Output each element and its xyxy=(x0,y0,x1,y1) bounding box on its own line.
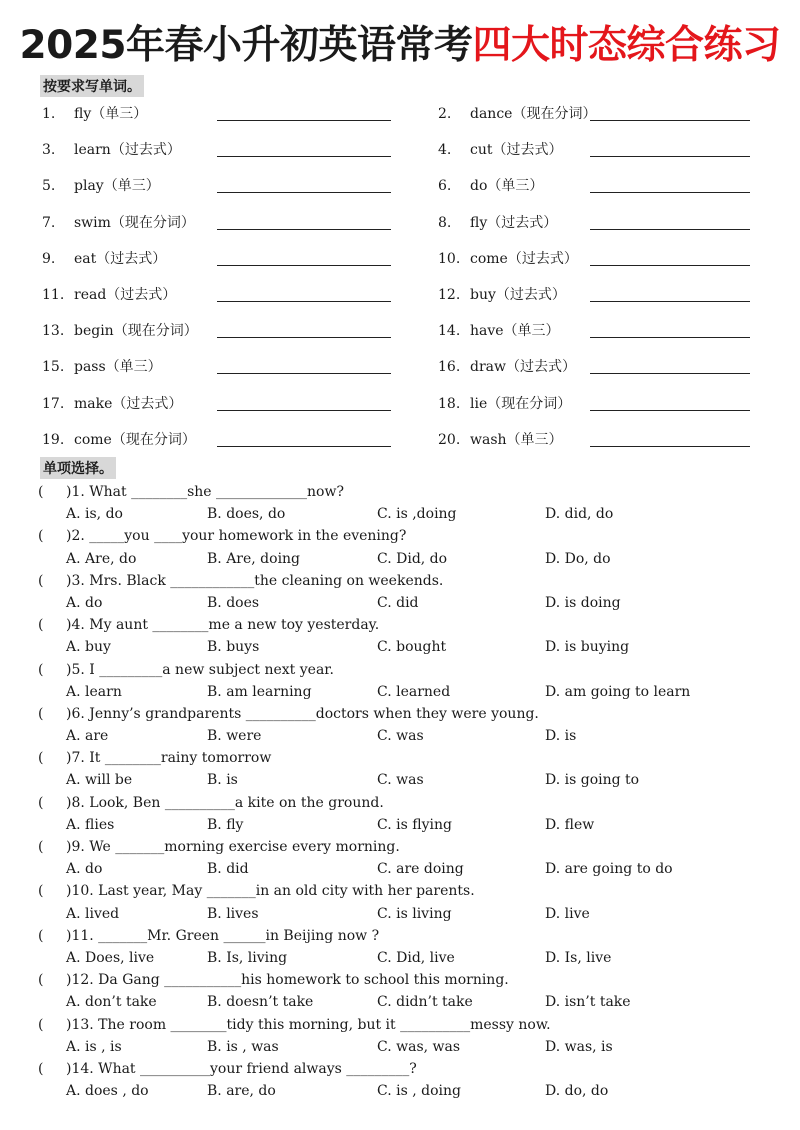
answer-paren[interactable]: ( xyxy=(38,794,44,811)
option-a: A. buy xyxy=(66,639,111,656)
option-d: D. live xyxy=(545,905,590,922)
question-row xyxy=(0,792,800,814)
options-row xyxy=(0,1080,800,1102)
option-d: D. am going to learn xyxy=(545,683,691,700)
question-row xyxy=(0,614,800,636)
title-main: 2025年春小升初英语常考 xyxy=(19,23,473,68)
answer-blank[interactable] xyxy=(590,410,750,411)
section-label: 单项选择。 xyxy=(40,457,116,479)
word-row xyxy=(0,204,800,240)
word-item: 2. dance（现在分词） xyxy=(438,106,597,122)
option-b: B. Is, living xyxy=(207,949,288,966)
word-item: 17. make（过去式） xyxy=(42,395,183,412)
option-b: B. fly xyxy=(207,816,244,833)
options-row xyxy=(0,858,800,880)
word-item: 16. draw（过去式） xyxy=(438,359,576,376)
word-item: 10. come（过去式） xyxy=(438,250,578,267)
question-text: )13. The room ________tidy this morning, but it __________messy now. xyxy=(66,1016,551,1033)
answer-blank[interactable] xyxy=(590,446,750,447)
option-d: D. is doing xyxy=(545,594,621,611)
question-text: )3. Mrs. Black ____________the cleaning on weekends. xyxy=(66,572,444,589)
option-a: A. does , do xyxy=(66,1083,149,1100)
word-item: 4. cut（过去式） xyxy=(438,142,563,159)
answer-blank[interactable] xyxy=(217,120,391,121)
question-row xyxy=(0,880,800,902)
option-c: C. was xyxy=(377,728,424,745)
word-item: 15. pass（单三） xyxy=(42,359,162,376)
question-text: )7. It ________rainy tomorrow xyxy=(66,750,272,767)
word-item: 1. fly（单三） xyxy=(42,106,148,122)
question-text: )8. Look, Ben __________a kite on the ground. xyxy=(66,794,384,811)
answer-paren[interactable]: ( xyxy=(38,1060,44,1077)
answer-paren[interactable]: ( xyxy=(38,528,44,545)
question-row xyxy=(0,525,800,547)
option-b: B. does xyxy=(207,594,260,611)
option-a: A. learn xyxy=(66,683,122,700)
options-row xyxy=(0,548,800,570)
option-b: B. are, do xyxy=(207,1083,276,1100)
word-item: 13. begin（现在分词） xyxy=(42,323,198,340)
option-c: C. Did, live xyxy=(377,949,455,966)
word-item: 11. read（过去式） xyxy=(42,286,177,303)
question-text: )9. We _______morning exercise every morning. xyxy=(66,839,400,855)
title-highlight: 四大时态综合练习 xyxy=(472,23,781,68)
answer-blank[interactable] xyxy=(217,301,391,302)
word-row xyxy=(0,276,800,312)
answer-blank[interactable] xyxy=(217,446,391,447)
word-row xyxy=(0,131,800,167)
option-b: B. is xyxy=(207,772,238,789)
option-c: C. is living xyxy=(377,905,452,922)
options-row xyxy=(0,903,800,925)
question-row xyxy=(0,836,800,858)
option-d: D. is buying xyxy=(545,639,630,656)
option-c: C. are doing xyxy=(377,861,464,878)
question-row xyxy=(0,925,800,947)
option-d: D. do, do xyxy=(545,1083,609,1100)
answer-paren[interactable]: ( xyxy=(38,617,44,634)
answer-blank[interactable] xyxy=(590,156,750,157)
option-b: B. lives xyxy=(207,905,259,922)
option-b: B. does, do xyxy=(207,506,286,523)
word-item: 8. fly（过去式） xyxy=(438,214,558,231)
option-a: A. is, do xyxy=(66,506,123,523)
word-item: 5. play（单三） xyxy=(42,178,160,195)
answer-blank[interactable] xyxy=(217,373,391,374)
options-row xyxy=(0,991,800,1013)
question-text: )11. _______Mr. Green ______in Beijing now ? xyxy=(66,927,380,944)
options-row xyxy=(0,725,800,747)
option-b: B. buys xyxy=(207,639,260,656)
option-a: A. do xyxy=(66,861,103,878)
answer-blank[interactable] xyxy=(590,337,750,338)
word-item: 7. swim（现在分词） xyxy=(42,214,195,231)
word-form-exercise xyxy=(0,95,800,457)
question-text: )10. Last year, May _______in an old city with her parents. xyxy=(66,883,475,900)
options-row xyxy=(0,636,800,658)
options-row xyxy=(0,681,800,703)
option-b: B. doesn’t take xyxy=(207,994,314,1011)
word-row xyxy=(0,385,800,421)
word-row xyxy=(0,421,800,457)
answer-blank[interactable] xyxy=(217,156,391,157)
question-row xyxy=(0,659,800,681)
options-row xyxy=(0,503,800,525)
answer-paren[interactable]: ( xyxy=(38,927,44,944)
option-d: D. are going to do xyxy=(545,861,673,878)
option-c: C. is , doing xyxy=(377,1083,461,1100)
option-c: C. did xyxy=(377,594,419,611)
question-text: )14. What __________your friend always _________? xyxy=(66,1060,417,1077)
word-item: 12. buy（过去式） xyxy=(438,286,566,303)
word-item: 14. have（单三） xyxy=(438,323,560,340)
word-row xyxy=(0,312,800,348)
question-text: )6. Jenny’s grandparents __________doctors when they were young. xyxy=(66,705,539,722)
option-d: D. is xyxy=(545,728,577,745)
option-c: C. was, was xyxy=(377,1038,461,1055)
option-b: B. did xyxy=(207,861,249,878)
word-row xyxy=(0,167,800,203)
question-row xyxy=(0,703,800,725)
question-row xyxy=(0,1014,800,1036)
answer-paren[interactable]: ( xyxy=(38,572,44,589)
option-b: B. Are, doing xyxy=(207,550,301,567)
option-c: C. was xyxy=(377,772,424,789)
answer-paren[interactable]: ( xyxy=(38,972,44,989)
answer-blank[interactable] xyxy=(217,337,391,338)
answer-paren[interactable]: ( xyxy=(38,883,44,900)
option-b: B. is , was xyxy=(207,1038,279,1055)
option-d: D. did, do xyxy=(545,506,614,523)
section-heading-word-forms xyxy=(40,75,144,97)
question-row xyxy=(0,747,800,769)
multiple-choice-exercise xyxy=(0,481,800,1102)
option-a: A. Does, live xyxy=(66,949,155,966)
word-row xyxy=(0,348,800,384)
question-row xyxy=(0,570,800,592)
answer-paren[interactable]: ( xyxy=(38,484,44,500)
option-d: D. isn’t take xyxy=(545,994,631,1011)
answer-blank[interactable] xyxy=(217,229,391,230)
option-c: C. is ,doing xyxy=(377,506,457,523)
page-title xyxy=(0,18,800,74)
answer-blank[interactable] xyxy=(590,301,750,302)
section-heading-multiple-choice xyxy=(40,457,116,479)
answer-blank[interactable] xyxy=(590,120,750,121)
option-a: A. do xyxy=(66,594,103,611)
question-row xyxy=(0,969,800,991)
question-text: )4. My aunt ________me a new toy yesterday. xyxy=(66,617,380,634)
question-text: )2. _____you ____your homework in the evening? xyxy=(66,528,407,545)
option-b: B. am learning xyxy=(207,683,312,700)
word-row xyxy=(0,240,800,276)
question-row xyxy=(0,1058,800,1080)
option-b: B. were xyxy=(207,728,262,745)
option-d: D. was, is xyxy=(545,1038,613,1055)
question-row xyxy=(0,481,800,503)
question-text: )1. What ________she _____________now? xyxy=(66,484,344,500)
option-d: D. Do, do xyxy=(545,550,611,567)
options-row xyxy=(0,814,800,836)
answer-blank[interactable] xyxy=(590,373,750,374)
options-row xyxy=(0,947,800,969)
option-c: C. learned xyxy=(377,683,451,700)
answer-blank[interactable] xyxy=(217,410,391,411)
option-a: A. is , is xyxy=(66,1038,122,1055)
option-a: A. are xyxy=(66,728,109,745)
word-item: 3. learn（过去式） xyxy=(42,142,181,159)
word-item: 6. do（单三） xyxy=(438,178,544,195)
word-item: 9. eat（过去式） xyxy=(42,250,167,267)
answer-blank[interactable] xyxy=(590,265,750,266)
answer-blank[interactable] xyxy=(590,229,750,230)
question-text: )5. I _________a new subject next year. xyxy=(66,661,334,678)
word-item: 20. wash（单三） xyxy=(438,431,563,448)
options-row xyxy=(0,592,800,614)
answer-paren[interactable]: ( xyxy=(38,839,44,855)
question-text: )12. Da Gang ___________his homework to school this morning. xyxy=(66,972,509,989)
option-c: C. Did, do xyxy=(377,550,448,567)
option-a: A. lived xyxy=(66,905,120,922)
options-row xyxy=(0,769,800,791)
option-a: A. will be xyxy=(66,772,133,789)
answer-paren[interactable]: ( xyxy=(38,1016,44,1033)
option-d: D. flew xyxy=(545,816,595,833)
answer-paren[interactable]: ( xyxy=(38,661,44,678)
answer-blank[interactable] xyxy=(590,192,750,193)
option-a: A. Are, do xyxy=(66,550,137,567)
options-row xyxy=(0,1036,800,1058)
word-row xyxy=(0,95,800,131)
option-c: C. didn’t take xyxy=(377,994,473,1011)
word-item: 19. come（现在分词） xyxy=(42,431,196,448)
option-c: C. is flying xyxy=(377,816,452,833)
answer-paren[interactable]: ( xyxy=(38,705,44,722)
answer-paren[interactable]: ( xyxy=(38,750,44,767)
answer-blank[interactable] xyxy=(217,192,391,193)
word-item: 18. lie（现在分词） xyxy=(438,395,572,412)
option-c: C. bought xyxy=(377,639,447,656)
option-a: A. flies xyxy=(66,816,115,833)
option-a: A. don’t take xyxy=(66,994,157,1011)
option-d: D. is going to xyxy=(545,772,640,789)
answer-blank[interactable] xyxy=(217,265,391,266)
section-label: 按要求写单词。 xyxy=(40,75,144,97)
option-d: D. Is, live xyxy=(545,949,612,966)
